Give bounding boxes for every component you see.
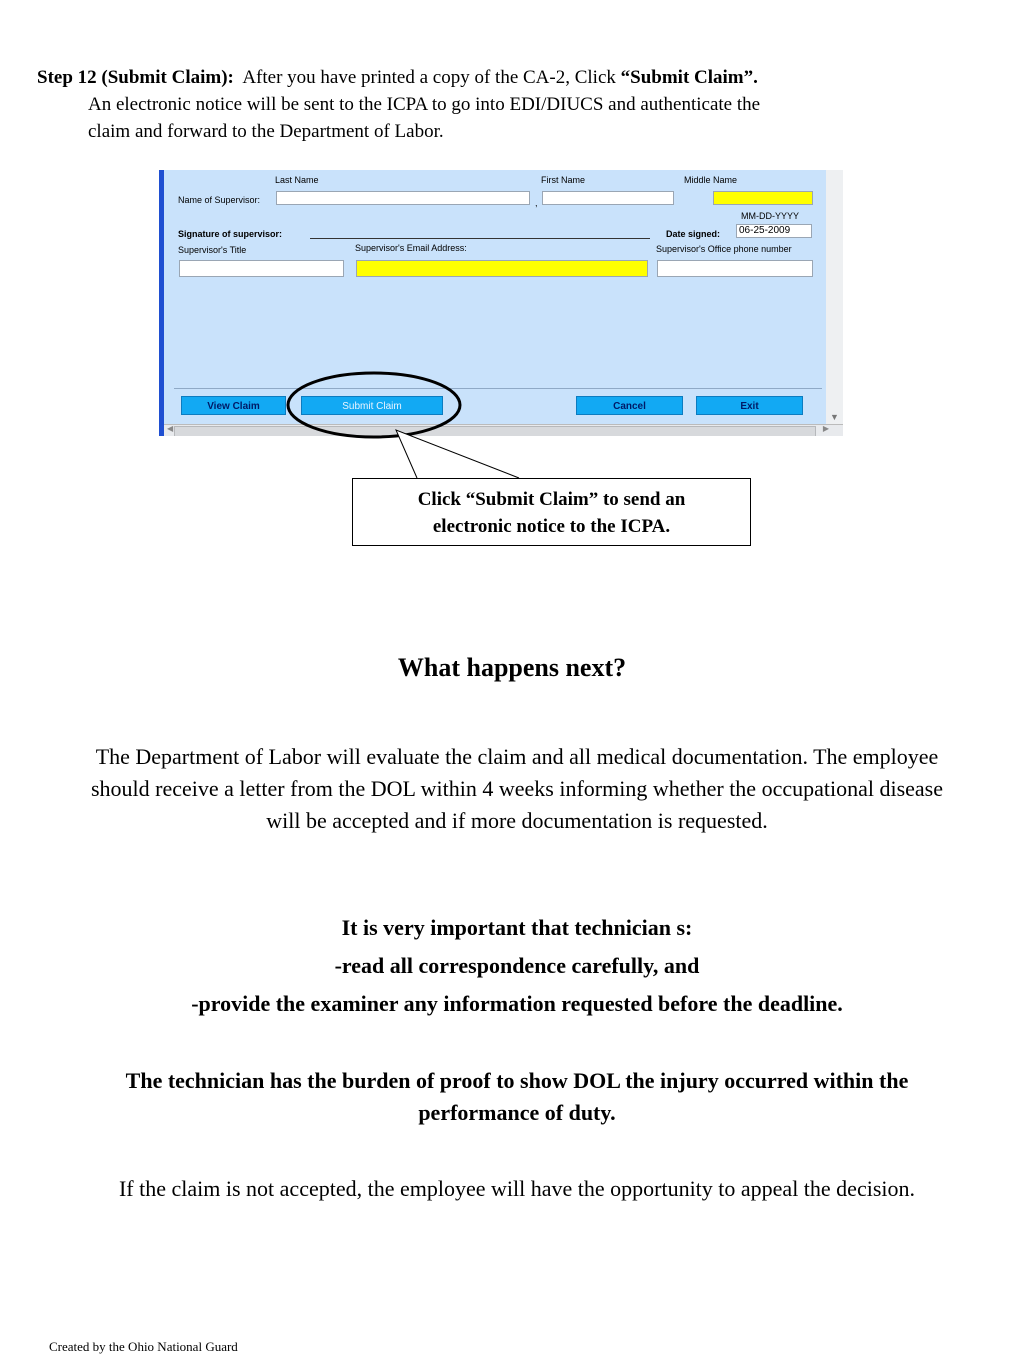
- step-text: After you have printed a copy of the CA-2, Click: [242, 67, 621, 88]
- date-signed-label: Date signed:: [666, 229, 721, 239]
- supervisor-title-label: Supervisor's Title: [178, 245, 247, 255]
- important-line-3: -provide the examiner any information requested before the deadline.: [191, 991, 843, 1016]
- step-label: Step 12 (Submit Claim):: [37, 67, 234, 88]
- supervisor-title-input[interactable]: [179, 260, 344, 277]
- exit-button[interactable]: Exit: [696, 396, 803, 415]
- burden-statement: The technician has the burden of proof to show DOL the injury occurred within the performance of duty.: [125, 1068, 909, 1125]
- footer-credit: Created by the Ohio National Guard: [49, 1339, 238, 1354]
- date-format-hint: MM-DD-YYYY: [741, 211, 799, 221]
- horizontal-scroll-thumb[interactable]: [174, 426, 816, 436]
- scroll-down-arrow-icon[interactable]: ▼: [830, 412, 839, 422]
- step-button-ref: “Submit Claim”.: [620, 67, 758, 88]
- callout-box: [352, 478, 751, 546]
- vertical-scrollbar[interactable]: [826, 170, 843, 424]
- important-notes: [40, 909, 994, 1023]
- view-claim-button[interactable]: View Claim: [181, 396, 286, 415]
- name-of-supervisor-label: Name of Supervisor:: [178, 195, 261, 205]
- supervisor-phone-input[interactable]: [657, 260, 813, 277]
- important-line-1: It is very important that technician s:: [341, 915, 693, 940]
- signature-line: [310, 238, 650, 239]
- callout-line-2: electronic notice to the ICPA.: [432, 516, 671, 537]
- signature-label: Signature of supervisor:: [178, 229, 283, 239]
- col-first-name: First Name: [541, 175, 586, 185]
- name-separator: ,: [535, 198, 538, 208]
- section-heading: What happens next?: [397, 653, 627, 682]
- first-name-input[interactable]: [542, 191, 674, 205]
- middle-name-input[interactable]: [713, 191, 813, 205]
- cancel-button[interactable]: Cancel: [576, 396, 683, 415]
- app-screenshot: [159, 170, 843, 436]
- evaluation-paragraph: The Department of Labor will evaluate the claim and all medical documentation. The employee should receive a letter from the DOL within 4 weeks informing whether the occupational disease will be accepted and if more documentation is requested.: [90, 744, 944, 833]
- scroll-right-arrow-icon[interactable]: ▶: [822, 424, 829, 433]
- callout-pointer: [396, 430, 519, 478]
- horizontal-scrollbar[interactable]: [164, 424, 843, 436]
- col-middle-name: Middle Name: [684, 175, 738, 185]
- appeal-paragraph: If the claim is not accepted, the employee will have the opportunity to appeal the decision.: [118, 1176, 916, 1201]
- callout-line-1: Click “Submit Claim” to send an: [417, 489, 686, 510]
- important-line-2: -read all correspondence carefully, and: [334, 953, 700, 978]
- scroll-left-arrow-icon[interactable]: ◀: [167, 424, 174, 433]
- supervisor-email-label: Supervisor's Email Address:: [355, 243, 467, 253]
- last-name-input[interactable]: [276, 191, 530, 205]
- date-signed-input[interactable]: 06-25-2009: [736, 224, 812, 238]
- supervisor-form: [164, 170, 826, 424]
- submit-claim-button[interactable]: Submit Claim: [301, 396, 443, 415]
- supervisor-phone-label: Supervisor's Office phone number: [656, 244, 792, 254]
- col-last-name: Last Name: [275, 175, 319, 185]
- button-bar-divider: [174, 388, 822, 389]
- step-line-2: An electronic notice will be sent to the ICPA to go into EDI/DIUCS and authenticate the: [88, 94, 761, 115]
- supervisor-email-input[interactable]: [356, 260, 648, 277]
- step-line-3: claim and forward to the Department of Labor.: [88, 121, 444, 142]
- step-instructions: [37, 64, 937, 145]
